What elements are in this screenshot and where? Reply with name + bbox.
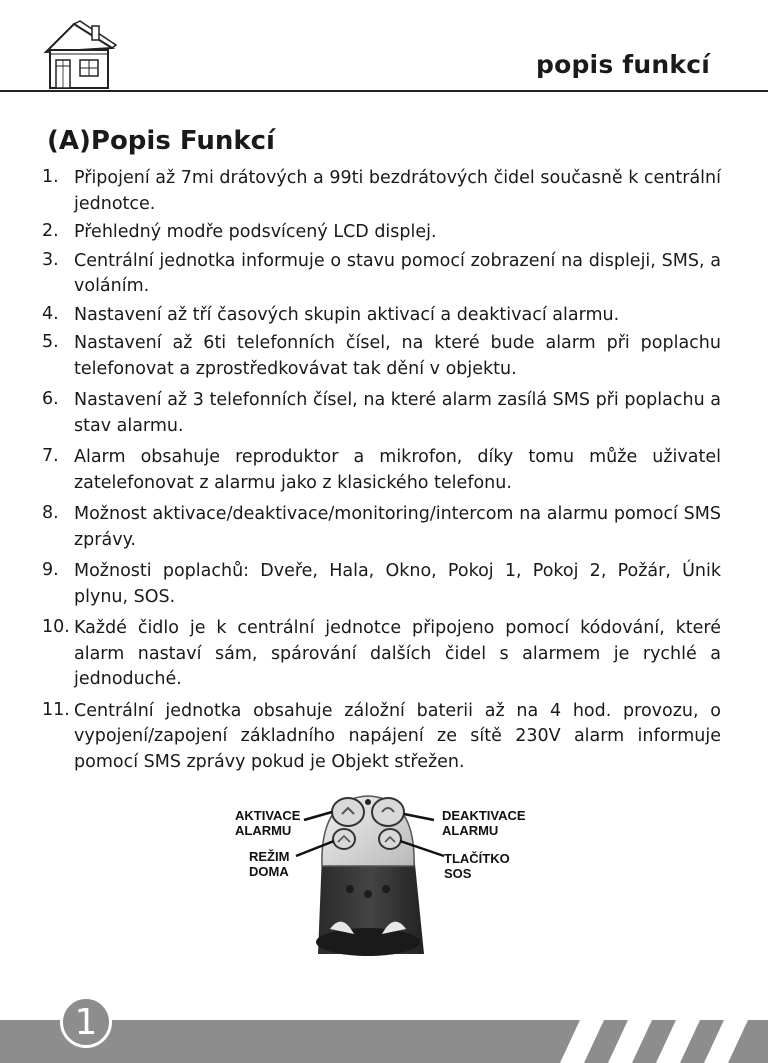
list-item: 4. Nastavení až tří časových skupin aktivací a deaktivací alarmu. [42, 303, 620, 325]
header-divider [0, 90, 768, 92]
house-icon [40, 18, 118, 92]
section-title: (A)Popis Funkcí [47, 126, 275, 156]
list-item: 3. Centrální jednotka informuje o stavu pomocí zobrazení na displeji, SMS, a voláním. [42, 249, 721, 296]
label-activate-alarm: AKTIVACE ALARMU [235, 808, 301, 838]
footer-stripes [560, 1020, 768, 1063]
list-item: 1. Připojení až 7mi drátových a 99ti bezdrátových čidel současně k centrální jednotce. [42, 167, 721, 214]
list-item: 6. Nastavení až 3 telefonních čísel, na které alarm zasílá SMS při poplachu a stav alarmu. [42, 389, 721, 436]
page-header-title: popis funkcí [535, 50, 710, 79]
page-number: 1 [60, 996, 112, 1048]
list-item: 5. Nastavení až 6ti telefonních čísel, na které bude alarm při poplachu telefonovat a zprostředkovávat tak dění v objektu. [42, 332, 721, 379]
label-deactivate-alarm: DEAKTIVACE ALARMU [442, 808, 526, 838]
remote-diagram [230, 794, 542, 962]
list-item: 10. Každé čidlo je k centrální jednotce připojeno pomocí kódování, které alarm nastaví sám, spárování dalších čidel s alarmem je rychlé a jednoduché. [42, 617, 721, 689]
list-item: 9. Možnosti poplachů: Dveře, Hala, Okno, Pokoj 1, Pokoj 2, Požár, Únik plynu, SOS. [42, 560, 721, 607]
list-item: 2. Přehledný modře podsvícený LCD displej. [42, 221, 437, 242]
feature-list [42, 166, 721, 778]
list-item: 8. Možnost aktivace/deaktivace/monitoring/intercom na alarmu pomocí SMS zprávy. [42, 503, 721, 550]
label-sos-button: TLAČÍTKO SOS [444, 851, 510, 881]
label-home-mode: REŽIM DOMA [249, 849, 290, 879]
list-item: 11. Centrální jednotka obsahuje záložní baterii až na 4 hod. provozu, o vypojení/zapojení základního napájení ze sítě 230V alarm informuje pomocí SMS zprávy pokud je Objekt střežen. [42, 699, 721, 772]
list-item: 7. Alarm obsahuje reproduktor a mikrofon, díky tomu může uživatel zatelefonovat z alarmu jako z klasického telefonu. [42, 446, 721, 493]
